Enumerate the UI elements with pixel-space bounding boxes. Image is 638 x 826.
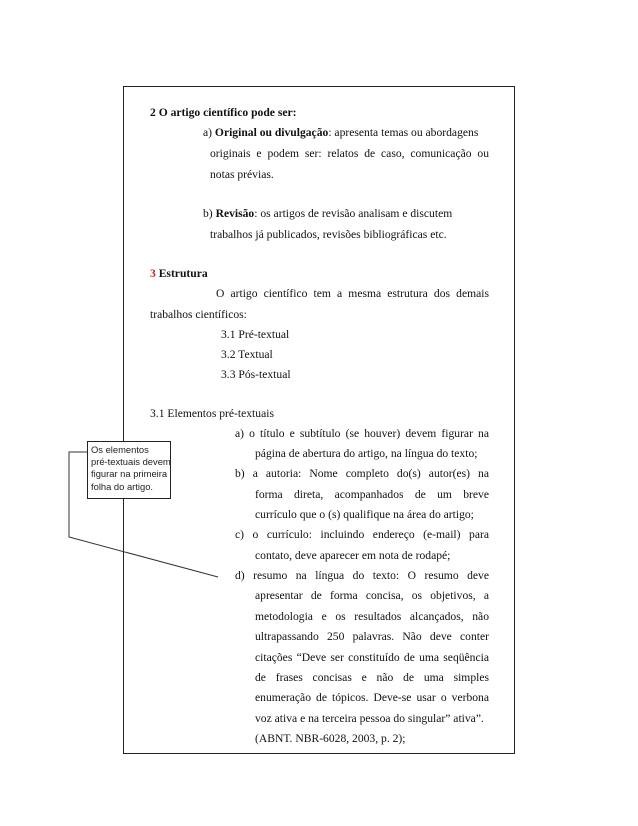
- item-31a-line-1: a) o título e subtítulo (se houver) devem figurar na: [235, 427, 489, 440]
- item-2a-line-3: notas prévias.: [210, 168, 274, 181]
- margin-note-line-2: pré-textuais devem: [91, 456, 171, 468]
- item-31a-line-2: página de abertura do artigo, na língua do texto;: [255, 447, 478, 460]
- item-31b-line-3: currículo que o (s) qualifique na área do artigo;: [255, 508, 474, 521]
- section-3-title: Estrutura: [158, 267, 208, 280]
- section-2-heading: 2 O artigo científico pode ser:: [150, 106, 297, 119]
- item-31b-line-1: b) a autoria: Nome completo do(s) autor(es) na: [235, 467, 489, 480]
- item-2a-term: Original ou divulgação: [214, 126, 329, 139]
- item-31d-line-3: metodologia e os resultados alcançados, não: [255, 610, 489, 623]
- item-31d-line-7: enumeração de tópicos. Deve-se usar o verbona: [255, 691, 489, 704]
- structure-item-textual: 3.2 Textual: [221, 348, 273, 361]
- item-31d-line-9: (ABNT. NBR-6028, 2003, p. 2);: [255, 732, 406, 745]
- item-31c-line-2: contato, deve aparecer em nota de rodapé;: [255, 549, 451, 562]
- structure-item-pos-textual: 3.3 Pós-textual: [221, 368, 291, 381]
- margin-note-line-4: folha do artigo.: [91, 480, 154, 492]
- item-2b-marker: b): [203, 207, 213, 220]
- item-2b-term: Revisão: [215, 207, 255, 220]
- item-31d-line-2: apresentar de forma concisa, os objetivos, a: [255, 589, 489, 602]
- item-31d-line-6: de frases concisas e não de uma simples: [255, 671, 489, 684]
- item-31d-line-8: voz ativa e na terceira pessoa do singular” ativa”.: [255, 712, 484, 725]
- section-3-number: 3: [150, 267, 156, 280]
- margin-note-line-3: figurar na primeira: [91, 468, 168, 480]
- item-31d-line-1: d) resumo na língua do texto: O resumo deve: [235, 569, 489, 582]
- section-3-intro-line-2: trabalhos científicos:: [150, 308, 247, 321]
- structure-item-pre-textual: 3.1 Pré-textual: [221, 328, 290, 341]
- item-31c-line-1: c) o currículo: incluindo endereço (e-mail) para: [235, 528, 489, 541]
- item-2b-line-2: trabalhos já publicados, revisões bibliográficas etc.: [210, 228, 447, 241]
- item-2b-text: : os artigos de revisão analisam e discutem: [254, 207, 453, 220]
- item-2a-text: : apresenta temas ou abordagens: [328, 126, 479, 139]
- item-31d-line-5: citações “Deve ser constituído de uma seqüência: [255, 651, 489, 664]
- item-31b-line-2: forma direta, acompanhados de um breve: [255, 488, 489, 501]
- item-31d-line-4: ultrapassando 250 palavras. Não deve conter: [255, 630, 489, 643]
- subsection-3-1-heading: 3.1 Elementos pré-textuais: [150, 407, 274, 420]
- margin-note: [87, 441, 171, 499]
- item-2a-marker: a): [203, 126, 213, 139]
- margin-note-line-1: Os elementos: [91, 444, 149, 455]
- item-2a-line-2: originais e podem ser: relatos de caso, comunicação ou: [210, 147, 489, 160]
- section-3-intro-line-1: O artigo científico tem a mesma estrutura dos demais: [216, 287, 489, 300]
